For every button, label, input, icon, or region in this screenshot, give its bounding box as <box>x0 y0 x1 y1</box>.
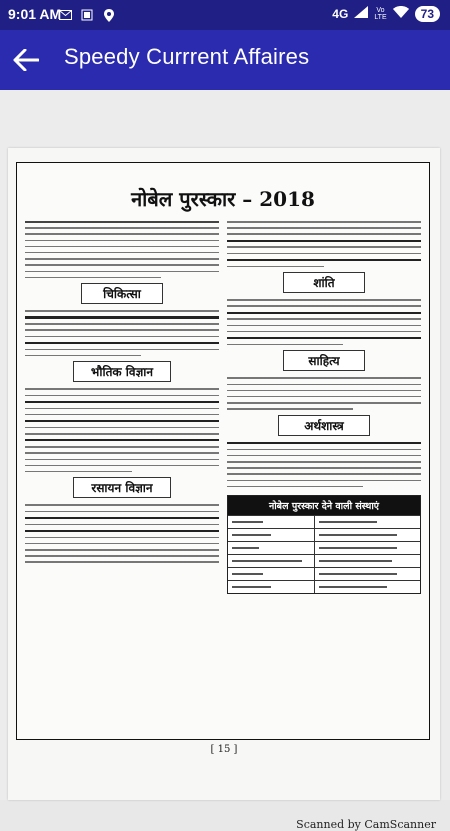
wifi-icon <box>393 5 409 23</box>
medicine-text <box>25 310 219 356</box>
chemistry-continued-text <box>227 221 421 267</box>
volte-top: Vo <box>376 7 385 14</box>
mail-icon <box>58 8 72 22</box>
table-row <box>228 541 420 554</box>
chemistry-text <box>25 504 219 563</box>
status-bar <box>0 0 450 30</box>
page-number: [ 15 ] <box>210 744 238 755</box>
volte-indicator <box>374 7 386 21</box>
article-frame <box>16 162 430 740</box>
literature-text <box>227 377 421 409</box>
right-column <box>227 221 421 733</box>
table-row <box>228 528 420 541</box>
back-button[interactable] <box>10 44 42 76</box>
article-title: नोबेल पुरस्कार – 2018 <box>131 187 315 211</box>
section-medicine: चिकित्सा <box>81 283 163 304</box>
section-physics: भौतिक विज्ञान <box>73 361 171 382</box>
left-column <box>25 221 219 733</box>
back-arrow-icon <box>13 49 39 71</box>
peace-text <box>227 299 421 345</box>
battery-indicator: 73 <box>415 6 440 22</box>
volte-bottom: LTE <box>374 14 387 21</box>
economics-text <box>227 442 421 488</box>
signal-icon <box>354 5 368 23</box>
section-chemistry: रसायन विज्ञान <box>73 477 171 498</box>
screenshot-icon <box>80 8 94 22</box>
location-icon <box>102 8 116 22</box>
section-literature: साहित्य <box>283 350 365 371</box>
document-viewer[interactable] <box>0 90 450 831</box>
app-title: Speedy Currrent Affaires <box>64 44 310 69</box>
table-row <box>228 567 420 580</box>
table-row <box>228 580 420 593</box>
table-row <box>228 515 420 528</box>
section-economics: अर्थशास्त्र <box>278 415 370 436</box>
section-peace: शांति <box>283 272 365 293</box>
scanner-watermark: Scanned by CamScanner <box>296 818 436 831</box>
notification-icons <box>58 8 116 22</box>
network-type: 4G <box>332 7 349 21</box>
awarding-institutions-table <box>227 495 421 594</box>
status-time: 9:01 AM <box>8 6 62 22</box>
scanned-page <box>8 148 440 800</box>
table-title: नोबेल पुरस्कार देने वाली संस्थाएं <box>228 496 420 515</box>
app-bar <box>0 30 450 90</box>
intro-text <box>25 221 219 278</box>
status-right <box>332 5 440 23</box>
physics-text <box>25 388 219 472</box>
table-row <box>228 554 420 567</box>
